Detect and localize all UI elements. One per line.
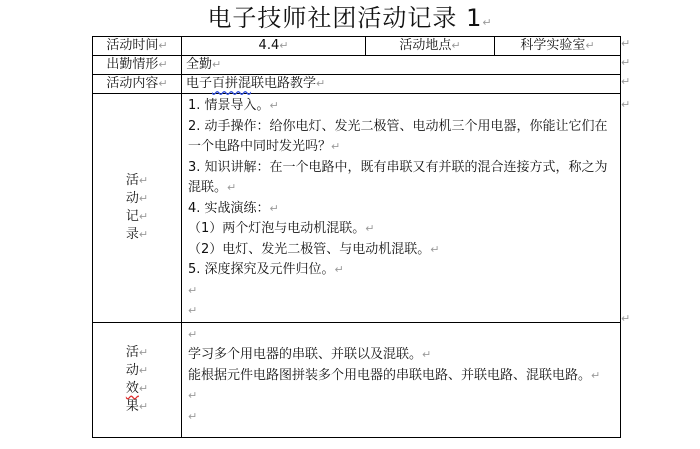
row-end-mark-icon: ↵ <box>621 56 631 69</box>
effect-label-char: 动 <box>125 362 139 378</box>
paragraph-mark-icon: ↵ <box>279 39 289 52</box>
document-title <box>0 4 700 37</box>
activity-place-label: 活动地点 <box>399 38 452 53</box>
paragraph-mark-icon: ↵ <box>158 39 168 52</box>
effect-label-char: 果 <box>125 398 139 414</box>
paragraph-mark-icon: ↵ <box>138 191 149 205</box>
empty-line <box>188 325 616 346</box>
paragraph-mark-icon: ↵ <box>138 209 149 223</box>
row-end-mark-icon: ↵ <box>621 75 631 88</box>
paragraph-mark-icon: ↵ <box>316 77 326 90</box>
record-line-text: 4. 实战演练： <box>188 200 270 216</box>
paragraph-mark-icon: ↵ <box>482 16 493 29</box>
paragraph-mark-icon: ↵ <box>430 242 440 256</box>
attendance-label-cell <box>93 56 182 75</box>
record-label-char: 记 <box>125 208 139 224</box>
activity-time-label-cell <box>93 37 182 56</box>
row-end-mark-icon: ↵ <box>621 37 631 50</box>
record-line-text: （1）两个灯泡与电动机混联。 <box>188 221 366 236</box>
content-value-post: 联电路教学 <box>251 76 317 91</box>
empty-line <box>188 386 616 407</box>
record-label-char: 动 <box>125 190 139 206</box>
attendance-value: 全勤 <box>186 57 213 72</box>
content-value-cell <box>182 75 621 94</box>
record-line <box>188 219 616 240</box>
effect-line-text: 能根据元件电路图拼装多个用电器的串联电路、并联电路、混联电路。 <box>188 367 592 383</box>
effect-content-cell <box>182 322 621 437</box>
paragraph-mark-icon: ↵ <box>138 399 149 413</box>
effect-line-text: 学习多个用电器的串联、并联以及混联。 <box>188 347 423 362</box>
paragraph-mark-icon: ↵ <box>269 99 279 112</box>
effect-label-char: 活 <box>125 344 139 360</box>
document-title-text: 电子技师社团活动记录 1 <box>207 4 483 32</box>
content-label: 活动内容 <box>106 76 159 91</box>
record-line <box>188 158 616 199</box>
effect-line <box>188 345 616 366</box>
paragraph-mark-icon: ↵ <box>422 348 432 361</box>
paragraph-mark-icon: ↵ <box>188 327 198 341</box>
record-line <box>188 96 616 117</box>
record-line <box>188 117 616 158</box>
record-line-text: 3. 知识讲解：在一个电路中，既有串联又有并联的混合连接方式，称之为混联。 <box>188 159 608 195</box>
paragraph-mark-icon: ↵ <box>188 283 198 297</box>
paragraph-mark-icon: ↵ <box>451 39 461 52</box>
content-value-pre: 电子 <box>186 76 213 91</box>
activity-place-value-cell <box>495 37 621 56</box>
activity-place-value: 科学实验室 <box>520 38 586 53</box>
paragraph-mark-icon: ↵ <box>591 368 601 382</box>
paragraph-mark-icon: ↵ <box>331 140 341 153</box>
effect-label-char: 效 <box>125 380 139 396</box>
paragraph-mark-icon: ↵ <box>212 58 222 71</box>
paragraph-mark-icon: ↵ <box>188 409 198 423</box>
effect-line <box>188 366 616 387</box>
paragraph-mark-icon: ↵ <box>188 304 198 317</box>
paragraph-mark-icon: ↵ <box>138 381 149 395</box>
empty-line <box>188 281 616 302</box>
paragraph-mark-icon: ↵ <box>585 39 595 52</box>
record-line-text: 2. 动手操作：给你电灯、发光二极管、电动机三个用电器，你能让它们在一个电路中同时发光吗？ <box>188 118 608 154</box>
record-label-char: 录 <box>125 226 139 242</box>
attendance-value-cell <box>182 56 621 75</box>
activity-time-value: 4.4 <box>258 38 280 53</box>
paragraph-mark-icon: ↵ <box>158 77 168 90</box>
paragraph-mark-icon: ↵ <box>158 58 168 71</box>
paragraph-mark-icon: ↵ <box>138 227 149 241</box>
attendance-row <box>93 56 621 75</box>
record-content-cell <box>182 94 621 323</box>
effect-row <box>93 322 621 437</box>
paragraph-mark-icon: ↵ <box>334 263 344 276</box>
record-label-cell <box>93 94 182 323</box>
activity-record-table <box>92 36 621 438</box>
record-label-char: 活 <box>125 172 139 188</box>
record-line <box>188 199 616 220</box>
content-value-flagged: 百拼混 <box>212 76 252 91</box>
row-end-mark-icon: ↵ <box>621 98 631 111</box>
content-row <box>93 75 621 94</box>
record-row <box>93 94 621 323</box>
paragraph-mark-icon: ↵ <box>138 363 149 377</box>
record-line <box>188 240 616 261</box>
content-label-cell <box>93 75 182 94</box>
paragraph-mark-icon: ↵ <box>365 222 375 235</box>
record-line-text: 5. 深度探究及元件归位。 <box>188 262 335 277</box>
record-line <box>188 260 616 281</box>
attendance-label: 出勤情形 <box>106 57 159 72</box>
time-place-row <box>93 37 621 56</box>
row-end-mark-icon: ↵ <box>621 312 631 325</box>
paragraph-mark-icon: ↵ <box>269 201 279 215</box>
activity-time-value-cell <box>182 37 366 56</box>
paragraph-mark-icon: ↵ <box>138 345 149 359</box>
record-line-text: 1. 情景导入。 <box>188 98 270 113</box>
effect-label-cell <box>93 322 182 437</box>
paragraph-mark-icon: ↵ <box>188 389 198 402</box>
activity-time-label: 活动时间 <box>106 38 159 53</box>
record-line-text: （2）电灯、发光二极管、与电动机混联。 <box>188 241 431 257</box>
empty-line <box>188 407 616 428</box>
empty-line <box>188 301 616 322</box>
paragraph-mark-icon: ↵ <box>138 173 149 187</box>
paragraph-mark-icon: ↵ <box>227 181 237 194</box>
activity-place-label-cell <box>366 37 495 56</box>
